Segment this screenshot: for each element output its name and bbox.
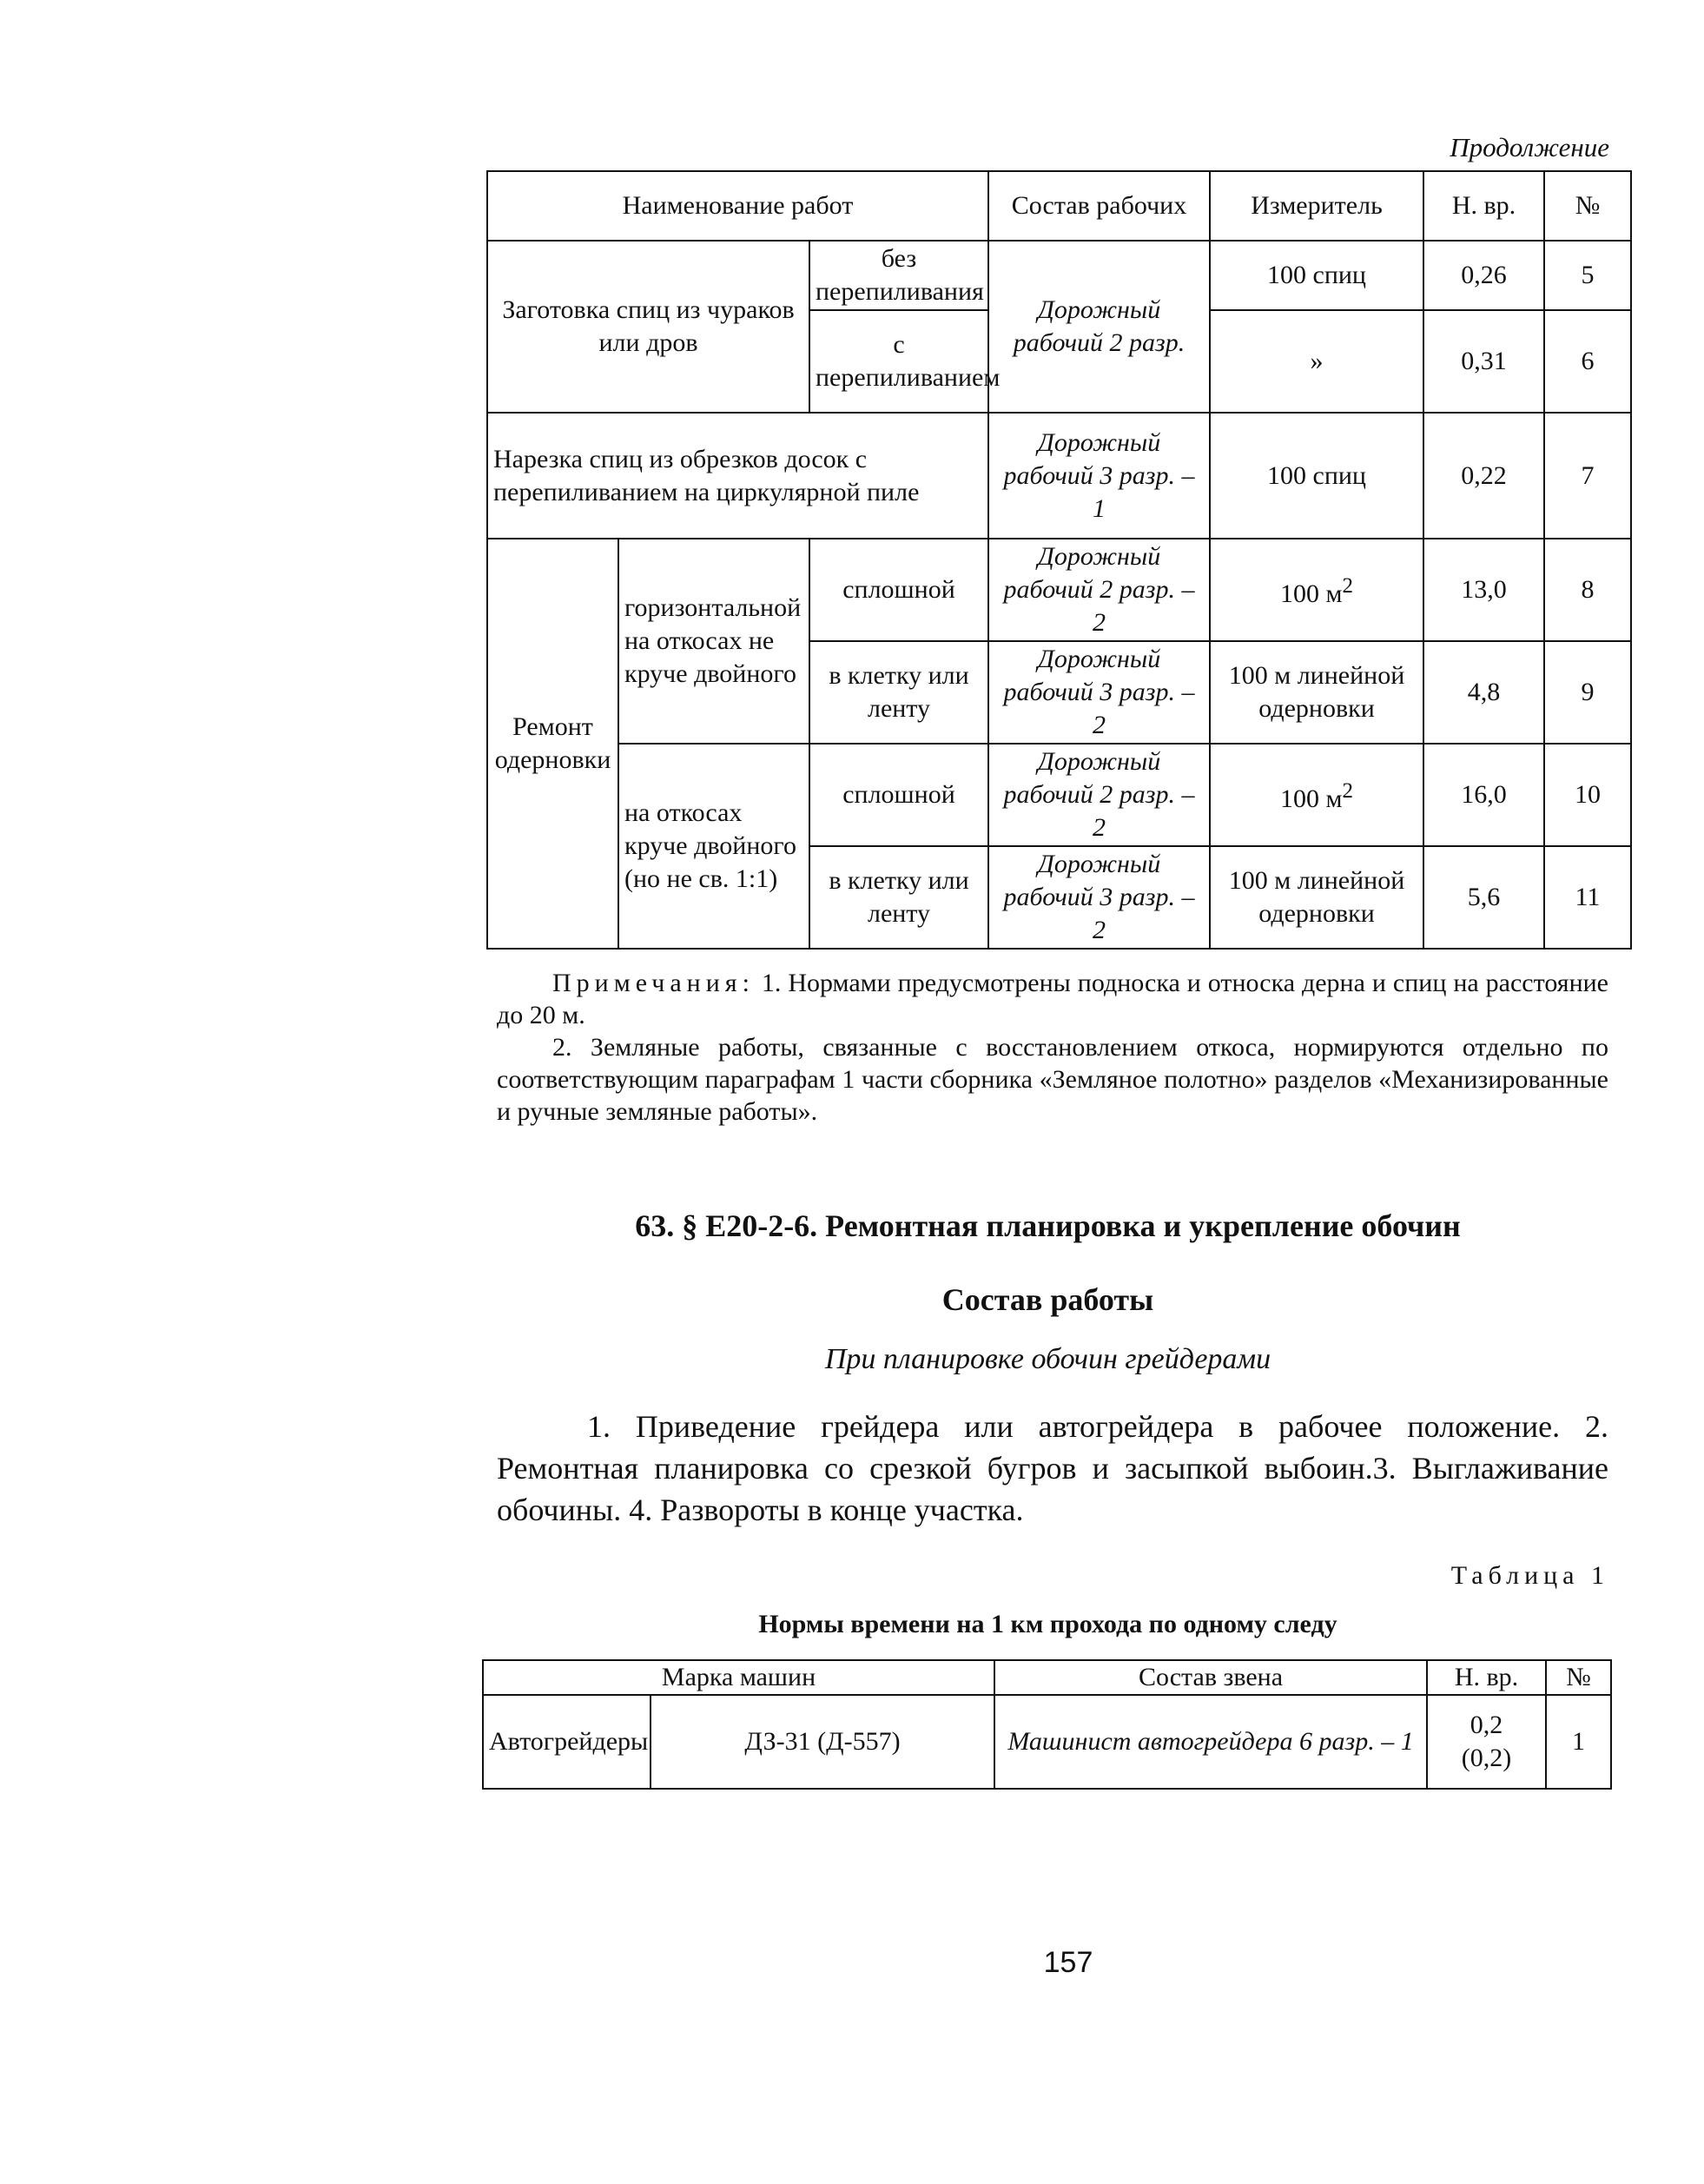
grader-norms-table xyxy=(482,1659,1612,1790)
spokes-cut-norm: 0,22 xyxy=(1423,413,1544,539)
table-label: Таблица 1 xyxy=(1450,1561,1609,1590)
spokes-cut-no: 7 xyxy=(1544,413,1631,539)
spokes-cut-crew: Дорожный рабочий 3 разр. – 1 xyxy=(988,413,1210,539)
notes-label: Примечания: xyxy=(552,969,755,997)
header-number: № xyxy=(1544,171,1631,241)
table-row xyxy=(487,744,1631,846)
spokes-cut-unit: 100 спиц xyxy=(1210,413,1423,539)
table-row xyxy=(487,413,1631,539)
turf-unit: 100 м линейной одерновки xyxy=(1210,641,1423,744)
turf-no: 10 xyxy=(1544,744,1631,846)
turf-no: 9 xyxy=(1544,641,1631,744)
turf-slope: на откосах круче двойного (но не св. 1:1) xyxy=(618,744,809,949)
table-header-row xyxy=(487,171,1631,241)
turf-no: 8 xyxy=(1544,539,1631,641)
spokes-prep-unit: » xyxy=(1210,310,1423,413)
turf-crew: Дорожный рабочий 2 разр. – 2 xyxy=(988,539,1210,641)
section-title: 63. § Е20-2-6. Ремонтная планировка и укрепление обочин xyxy=(635,1208,1461,1243)
norms-table-continued xyxy=(486,170,1632,950)
composition-title: Состав работы xyxy=(941,1282,1154,1317)
spokes-cut-name: Нарезка спиц из обрезков досок с перепиливанием на циркулярной пиле xyxy=(487,413,988,539)
header-time-norm: Н. вр. xyxy=(1423,171,1544,241)
page-number: 157 xyxy=(1043,1946,1093,1979)
turf-unit: 100 $м^2$ xyxy=(1210,539,1423,641)
table-row xyxy=(483,1695,1611,1789)
turf-repair-name: Ремонт одерновки xyxy=(487,539,618,949)
table-row xyxy=(487,241,1631,310)
header-time-norm: Н. вр. xyxy=(1427,1660,1546,1695)
turf-norm: 13,0 xyxy=(1423,539,1544,641)
header-number: № xyxy=(1546,1660,1611,1695)
turf-type: сплошной xyxy=(809,539,988,641)
spokes-prep-name: Заготовка спиц из чураков или дров xyxy=(487,241,809,413)
spokes-prep-no: 6 xyxy=(1544,310,1631,413)
table-header-row xyxy=(483,1660,1611,1695)
turf-type: в клетку или ленту xyxy=(809,846,988,949)
spokes-prep-crew: Дорожный рабочий 2 разр. xyxy=(988,241,1210,413)
machine-type: Автогрейдеры xyxy=(483,1695,651,1789)
machine-model: ДЗ-31 (Д-557) xyxy=(651,1695,994,1789)
turf-no: 11 xyxy=(1544,846,1631,949)
header-work-name: Наименование работ xyxy=(487,171,988,241)
header-machine: Марка машин xyxy=(483,1660,994,1695)
turf-crew: Дорожный рабочий 3 разр. – 2 xyxy=(988,641,1210,744)
note-1 xyxy=(497,967,1608,1031)
spokes-prep-norm: 0,26 xyxy=(1423,241,1544,310)
turf-crew: Дорожный рабочий 3 разр. – 2 xyxy=(988,846,1210,949)
header-crew: Состав рабочих xyxy=(988,171,1210,241)
continuation-label: Продолжение xyxy=(1450,132,1609,162)
turf-norm: 4,8 xyxy=(1423,641,1544,744)
composition-text: 1. Приведение грейдера или автогрейдера в рабочее положение. 2. Ремонтная планировка со срезкой бугров и засыпкой выбоин.3. Выглаживание обочины. 4. Развороты в конце участка. xyxy=(497,1409,1608,1527)
turf-crew: Дорожный рабочий 2 разр. – 2 xyxy=(988,744,1210,846)
turf-slope: горизонтальной на откосах не круче двойного xyxy=(618,539,809,744)
machine-norm: 0,2 (0,2) xyxy=(1427,1695,1546,1789)
notes xyxy=(497,967,1608,1128)
spokes-prep-no: 5 xyxy=(1544,241,1631,310)
composition-subtitle: При планировке обочин грейдерами xyxy=(824,1343,1271,1375)
turf-norm: 5,6 xyxy=(1423,846,1544,949)
turf-type: в клетку или ленту xyxy=(809,641,988,744)
spokes-prep-norm: 0,31 xyxy=(1423,310,1544,413)
spokes-prep-variant: без перепиливания xyxy=(809,241,988,310)
table-caption: Нормы времени на 1 км прохода по одному следу xyxy=(758,1610,1337,1638)
table-row xyxy=(487,539,1631,641)
machine-crew: Машинист автогрейдера 6 разр. – 1 xyxy=(994,1695,1427,1789)
note-1-text: 1. Нормами предусмотрены подноска и относка дерна и спиц на расстояние до 20 м. xyxy=(497,969,1608,1029)
spokes-prep-variant: с перепиливанием xyxy=(809,310,988,413)
machine-no: 1 xyxy=(1546,1695,1611,1789)
note-2: 2. Земляные работы, связанные с восстановлением откоса, нормируются отдельно по соответствующим параграфам 1 части сборника «Земляное полотно» разделов «Механизированные и ручные земляные работы». xyxy=(497,1033,1608,1126)
turf-norm: 16,0 xyxy=(1423,744,1544,846)
turf-unit: 100 $м^2$ xyxy=(1210,744,1423,846)
header-crew: Состав звена xyxy=(994,1660,1427,1695)
spokes-prep-unit: 100 спиц xyxy=(1210,241,1423,310)
header-unit: Измеритель xyxy=(1210,171,1423,241)
turf-unit: 100 м линейной одерновки xyxy=(1210,846,1423,949)
turf-type: сплошной xyxy=(809,744,988,846)
